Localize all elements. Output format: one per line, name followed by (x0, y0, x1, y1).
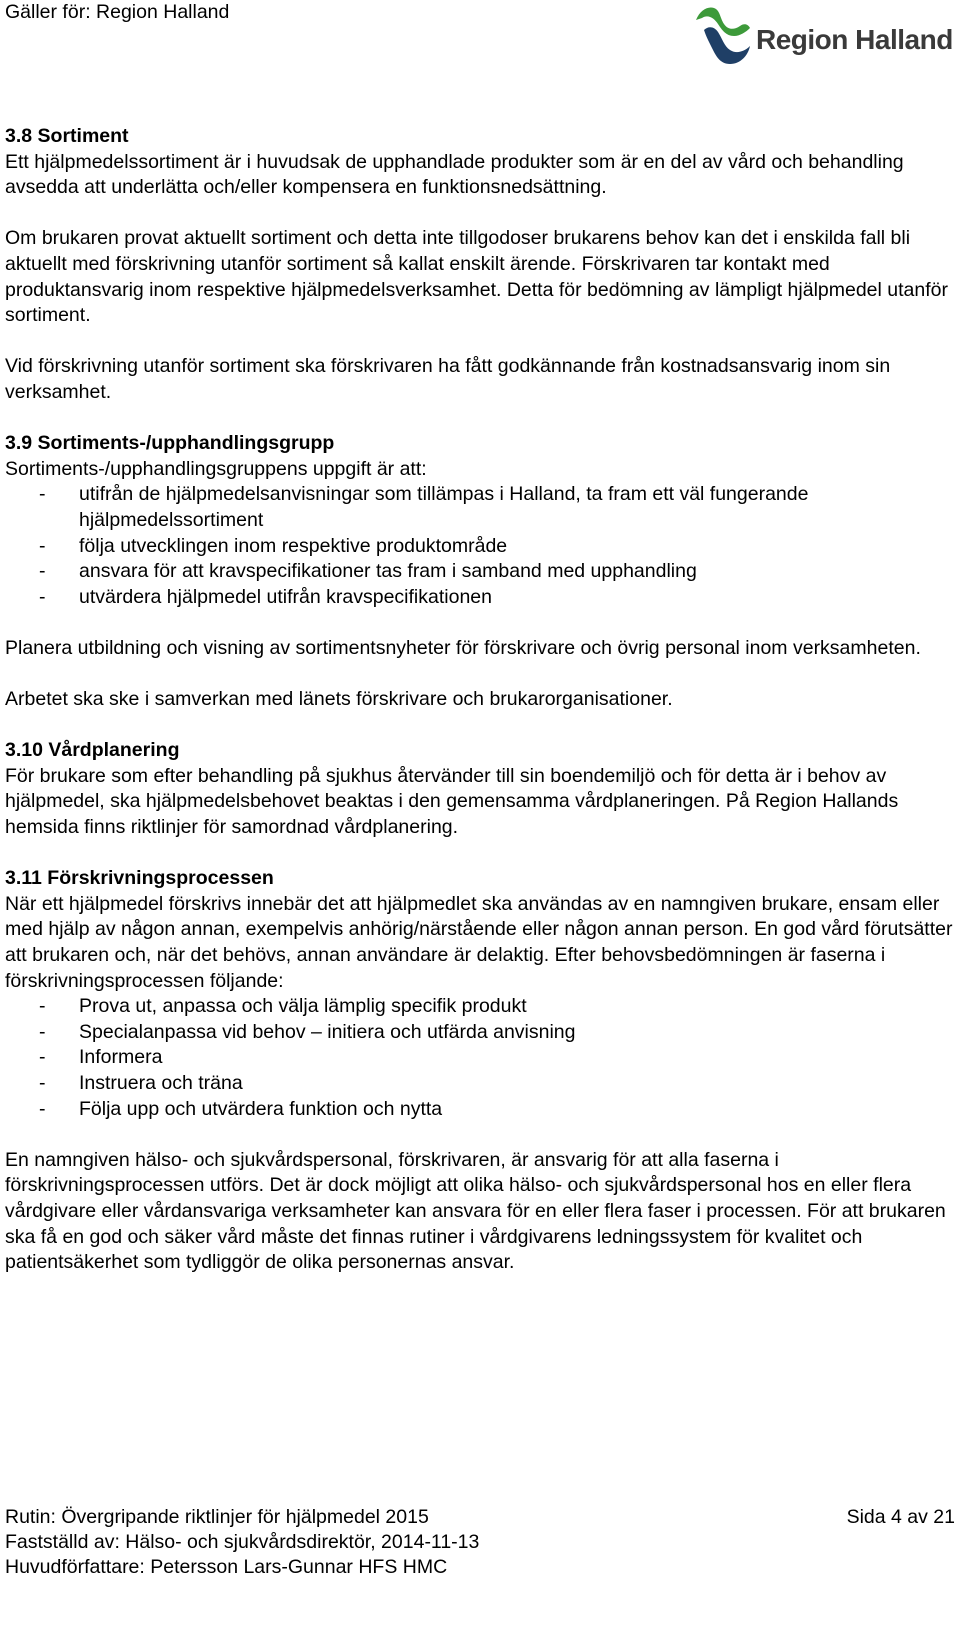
list-item (5, 1045, 955, 1071)
list-item-text: följa utvecklingen inom respektive produktområde (79, 534, 508, 557)
list-marker: - (39, 1020, 46, 1043)
list-item (5, 994, 955, 1020)
list-item (5, 1097, 955, 1123)
list-item-text: utvärdera hjälpmedel utifrån kravspecifikationen (79, 585, 492, 608)
list-item (5, 585, 955, 611)
list-marker: - (39, 534, 46, 557)
task-list (5, 482, 955, 610)
paragraph: Ett hjälpmedelssortiment är i huvudsak de upphandlade produkter som är en del av vård och behandling avsedda att underlätta och/eller kompensera en funktionsnedsättning. (5, 150, 904, 199)
list-item-text: Följa upp och utvärdera funktion och nytta (79, 1097, 443, 1120)
list-marker: - (39, 483, 46, 506)
section-heading-3-9: 3.9 Sortiments-/upphandlingsgrupp (5, 432, 335, 455)
list-item (5, 534, 955, 560)
page-footer (5, 1505, 955, 1580)
section-heading-3-8: 3.8 Sortiment (5, 125, 129, 147)
footer-approved: Fastställd av: Hälso- och sjukvårdsdirektör, 2014-11-13 (5, 1531, 480, 1553)
list-item-text: ansvara för att kravspecifikationer tas fram i samband med upphandling (79, 560, 697, 583)
list-item-text: Prova ut, anpassa och välja lämplig specifik produkt (79, 995, 527, 1018)
list-marker: - (39, 1071, 46, 1094)
list-item-text: Informera (79, 1046, 163, 1069)
paragraph: En namngiven hälso- och sjukvårdspersonal, förskrivaren, är ansvarig för att alla faserna i förskrivningsprocessen utförs. Det är dock möjligt att olika hälso- och sjukvårdspersonal hos en eller flera vårdgivare eller vårdansvariga verksamheter kan ansvara för en eller flera faser i processen. För att brukaren ska få en god och säker vård måste det finnas rutiner i vårdgivarens ledningssystem för kvalitet och patientsäkerhet som tydliggör de olika personernas ansvar. (5, 1148, 946, 1274)
footer-author: Huvudförfattare: Petersson Lars-Gunnar HFS HMC (5, 1556, 448, 1578)
list-item-text: utifrån de hjälpmedelsanvisningar som tillämpas i Halland, ta fram ett väl fungerande hjälpmedelssortiment (79, 483, 809, 531)
list-item (5, 1020, 955, 1046)
list-item (5, 559, 955, 585)
list-marker: - (39, 1097, 46, 1120)
region-halland-logo (690, 2, 958, 68)
paragraph: Planera utbildning och visning av sortimentsnyheter för förskrivare och övrig personal inom verksamheten. (5, 636, 921, 659)
paragraph: Om brukaren provat aktuellt sortiment och detta inte tillgodoser brukarens behov kan det i enskilda fall bli aktuellt med förskrivning utanför sortiment så kallat enskilt ärende. Förskrivaren tar kontakt med produktansvarig inom respektive hjälpmedelsverksamhet. Detta för bedömning av lämpligt hjälpmedel utanför sortiment. (5, 227, 948, 327)
section-heading-3-10: 3.10 Vårdplanering (5, 739, 180, 762)
logo-text: Region Halland (756, 24, 953, 55)
region-halland-logo-mark-icon (690, 2, 754, 68)
list-marker: - (39, 585, 46, 608)
paragraph: Sortiments-/upphandlingsgruppens uppgift är att: (5, 457, 427, 480)
list-item-text: Specialanpassa vid behov – initiera och utfärda anvisning (79, 1020, 576, 1043)
paragraph: När ett hjälpmedel förskrivs innebär det att hjälpmedlet ska användas av en namngiven brukare, ensam eller med hjälp av någon annan, exempelvis anhörig/närstående eller någon annan person. En god vård förutsätter att brukaren och, när det behövs, annan användare är delaktig. Efter behovsbedömningen är faserna i förskrivningsprocessen följande: (5, 892, 953, 992)
list-marker: - (39, 560, 46, 583)
paragraph: Vid förskrivning utanför sortiment ska förskrivaren ha fått godkännande från kostnadsansvarig inom sin verksamhet. (5, 355, 891, 403)
list-marker: - (39, 995, 46, 1018)
list-item (5, 1071, 955, 1097)
list-item (5, 482, 955, 533)
page-number: Sida 4 av 21 (846, 1506, 955, 1528)
list-marker: - (39, 1046, 46, 1069)
footer-routine: Rutin: Övergripande riktlinjer för hjälpmedel 2015 (5, 1506, 429, 1528)
process-phase-list (5, 994, 955, 1122)
paragraph: Arbetet ska ske i samverkan med länets förskrivare och brukarorganisationer. (5, 688, 673, 711)
document-body (5, 124, 955, 1276)
section-heading-3-11: 3.11 Förskrivningsprocessen (5, 867, 274, 890)
list-item-text: Instruera och träna (79, 1071, 243, 1094)
applies-to-label: Gäller för: Region Halland (5, 1, 230, 23)
paragraph: För brukare som efter behandling på sjukhus återvänder till sin boendemiljö och för detta är i behov av hjälpmedel, ska hjälpmedelsbehovet beaktas i den gemensamma vårdplaneringen. På Region Hallands hemsida finns riktlinjer för samordnad vårdplanering. (5, 764, 899, 839)
